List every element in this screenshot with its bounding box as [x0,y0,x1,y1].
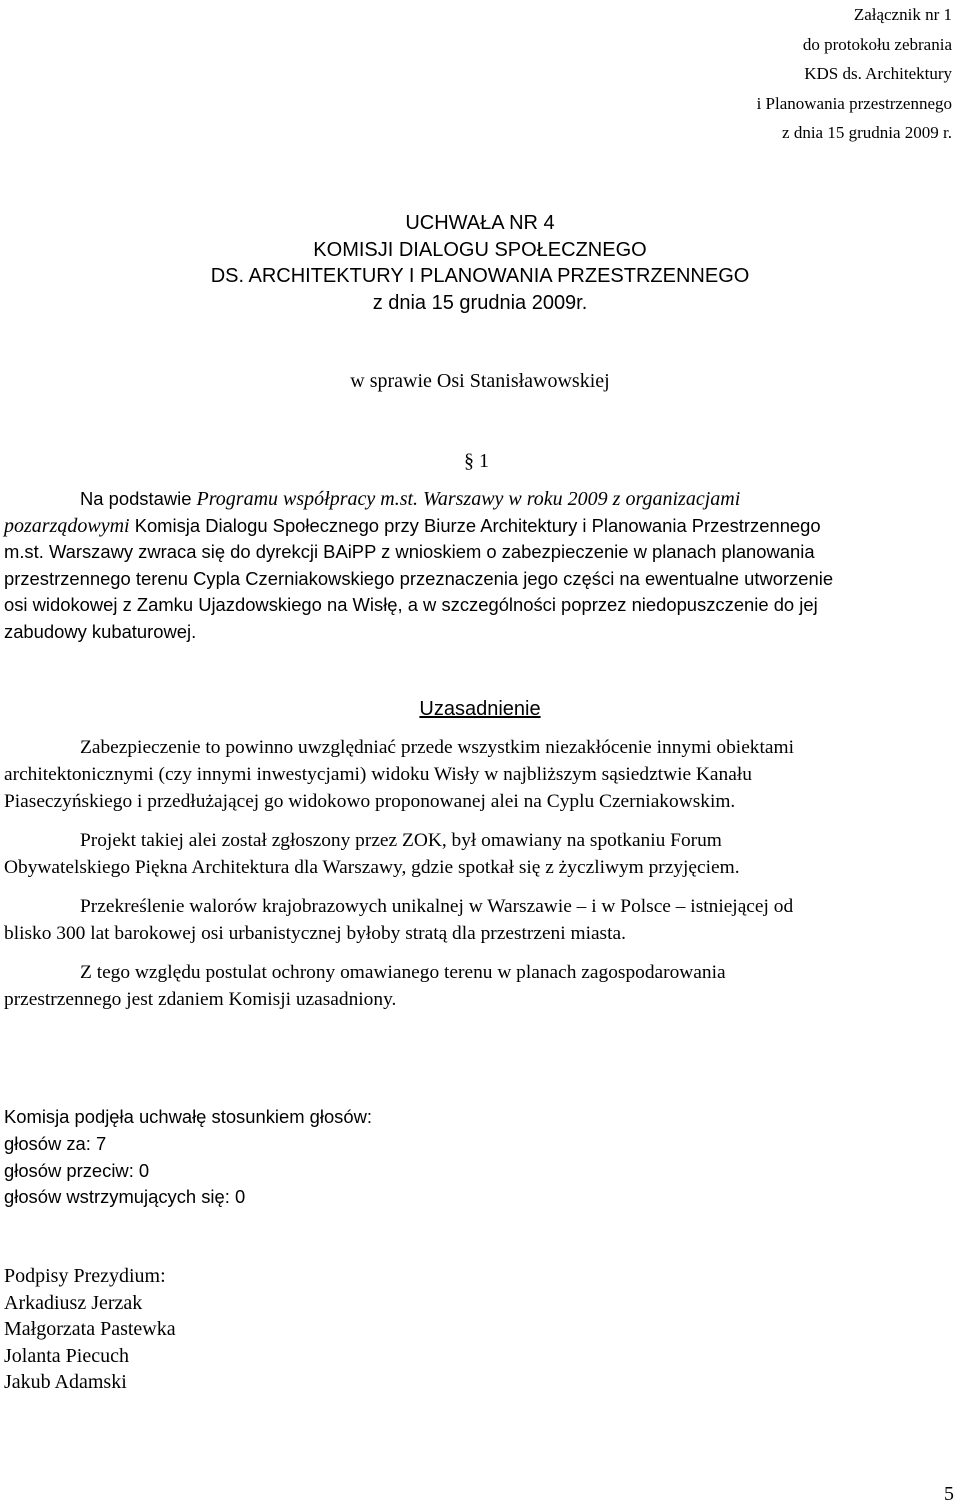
justification-line: Zabezpieczenie to powinno uwzględniać przede wszystkim niezakłócenie innymi obiektami [80,737,794,758]
title-line: DS. ARCHITEKTURY I PLANOWANIA PRZESTRZENNEGO [210,265,750,287]
votes-abstain: głosów wstrzymujących się: 0 [4,1186,246,1208]
justification-line: Z tego względu postulat ochrony omawianego terenu w planach zagospodarowania [80,962,726,983]
votes-against: głosów przeciw: 0 [4,1159,150,1181]
justification-line: architektonicznymi (czy innymi inwestycjami) widoku Wisły w najbliższym sąsiedztwie Kanału [4,764,752,785]
justification-paragraph [4,959,954,1013]
resolution-line: osi widokowej z Zamku Ujazdowskiego na Wisłę, a w szczególności poprzez niedopuszczenie do jej [4,594,818,615]
resolution-line: zabudowy kubaturowej. [4,620,197,642]
justification-line: Obywatelskiego Piękna Architektura dla Warszawy, gdzie spotkał się z życzliwym przyjęciem. [4,857,740,878]
resolution-line: przestrzennego terenu Cypla Czerniakowskiego przeznaczenia jego części na ewentualne utworzenie [4,567,834,589]
justification-paragraph [4,734,954,815]
resolution-line [4,513,954,540]
annex-line: KDS ds. Architektury [804,64,952,83]
presidium-signatures [4,1263,176,1396]
signatory-name: Małgorzata Pastewka [4,1318,176,1340]
justification-heading-text: Uzasadnienie [419,698,541,720]
vote-intro: Komisja podjęła uchwałę stosunkiem głosów: [4,1106,373,1127]
justification-line: Piaseczyńskiego i przedłużającej go widokowo proponowanej alei na Cyplu Czerniakowskim. [4,791,736,812]
program-reference: Programu współpracy m.st. Warszawy w roku 2009 z organizacjami [196,488,741,510]
justification-line: Projekt takiej alei został zgłoszony przez ZOK, był omawiany na spotkaniu Forum [80,830,722,851]
resolution-line: m.st. Warszawy zwraca się do dyrekcji BAiPP z wnioskiem o zabezpieczenie w planach planowania [4,541,815,562]
program-reference: pozarządowymi [4,514,130,537]
resolution-body [4,486,954,645]
page-number: 5 [944,1483,954,1505]
annex-line: Załącznik nr 1 [853,5,952,24]
signatory-name: Jakub Adamski [4,1371,127,1393]
annex-header [757,0,952,148]
section-mark: § 1 [464,450,489,472]
title-date: z dnia 15 grudnia 2009r. [372,291,588,314]
resolution-text: Komisja Dialogu Społecznego przy Biurze Architektury i Planowania Przestrzennego [129,514,821,536]
annex-line: do protokołu zebrania [802,34,952,54]
resolution-line [4,486,954,513]
title-line: UCHWAŁA NR 4 [405,212,555,234]
annex-line: i Planowania przestrzennego [756,93,952,113]
justification-paragraph [4,827,954,881]
signatory-name: Jolanta Piecuch [4,1344,129,1367]
justification-heading [0,696,960,722]
justification-paragraph [4,893,954,947]
vote-summary [4,1104,372,1211]
resolution-title [0,210,960,316]
title-line: KOMISJI DIALOGU SPOŁECZNEGO [313,238,647,261]
signatures-heading: Podpisy Prezydium: [4,1265,166,1287]
resolution-text: Na podstawie [80,488,197,509]
justification-line: przestrzennego jest zdaniem Komisji uzasadniony. [4,989,397,1010]
resolution-subject: w sprawie Osi Stanisławowskiej [350,370,610,392]
signatory-name: Arkadiusz Jerzak [4,1291,143,1314]
votes-for: głosów za: 7 [4,1132,107,1154]
annex-line: z dnia 15 grudnia 2009 r. [782,123,952,142]
justification-line: blisko 300 lat barokowej osi urbanistycznej byłoby stratą dla przestrzeni miasta. [4,923,626,944]
justification-line: Przekreślenie walorów krajobrazowych unikalnej w Warszawie – i w Polsce – istniejącej od [80,896,794,917]
justification-body [4,734,954,1025]
